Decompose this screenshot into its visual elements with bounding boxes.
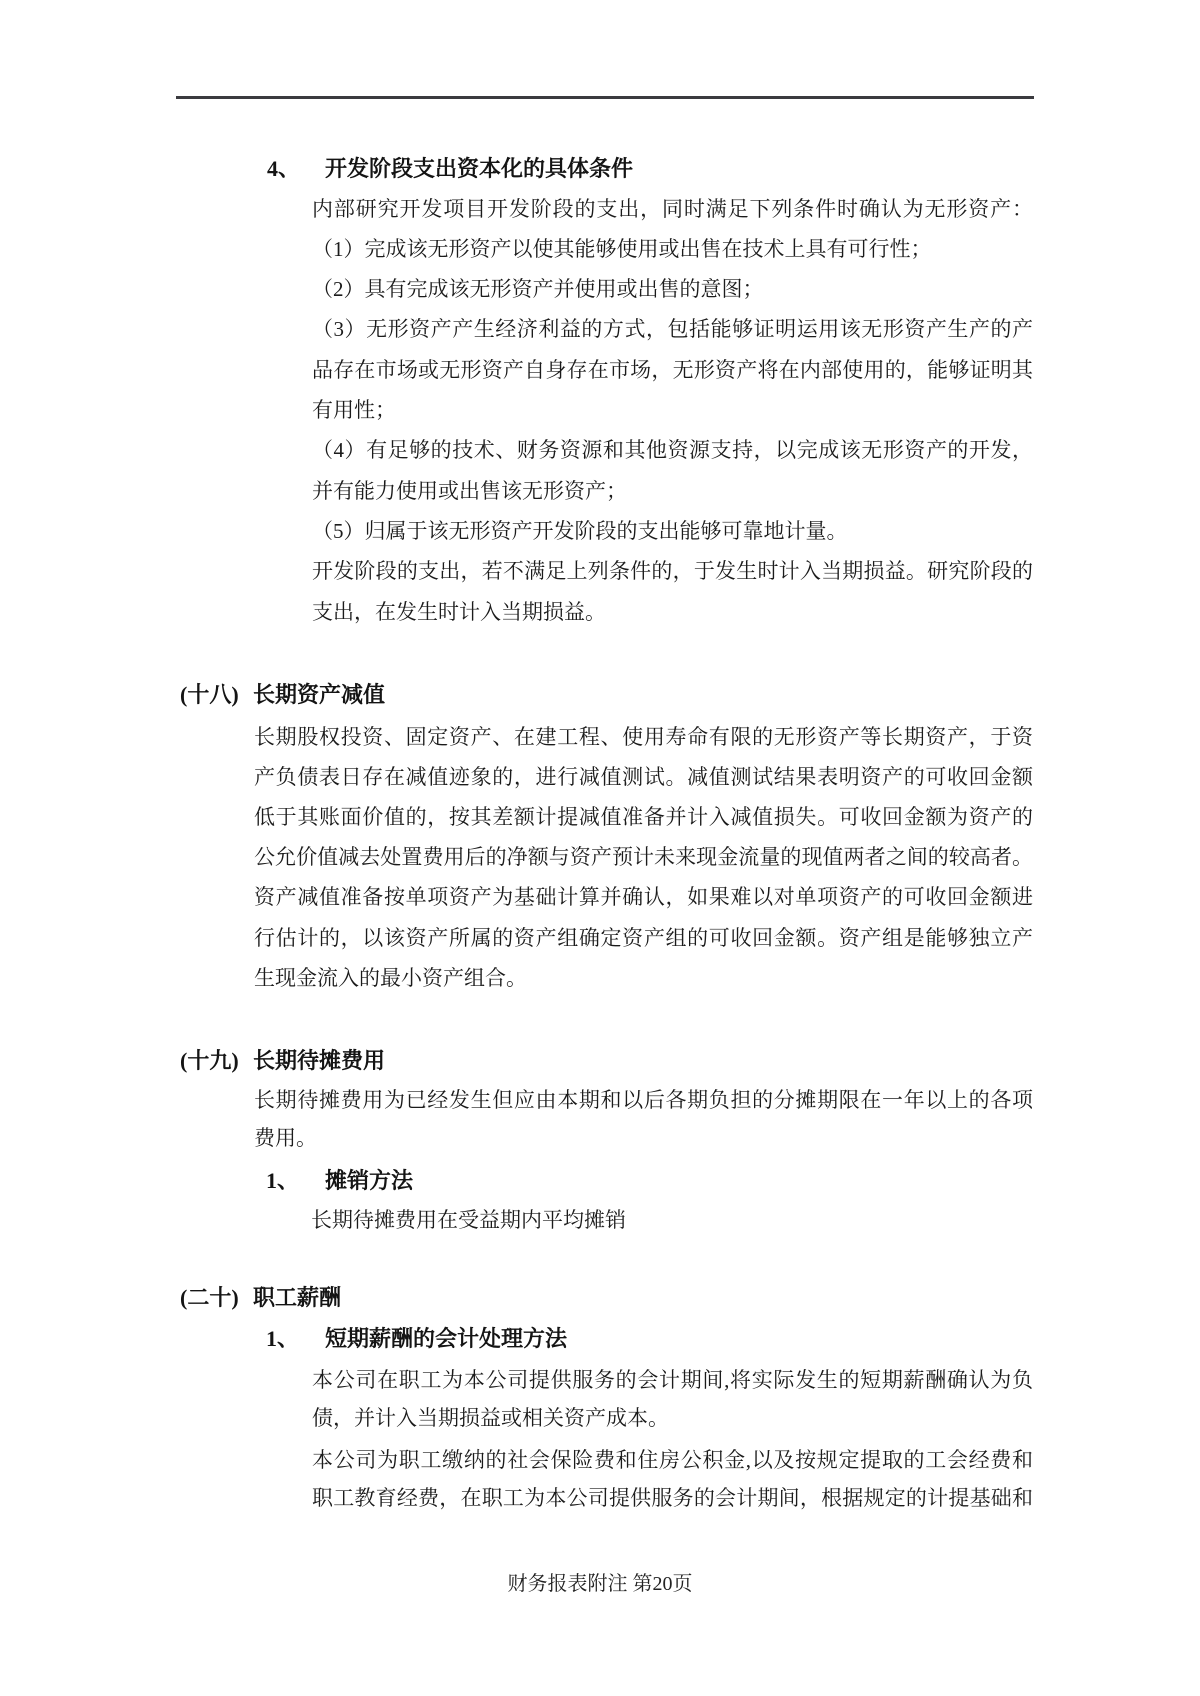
section-heading-19-number: (十九) — [180, 1048, 239, 1073]
document-line: （2）具有完成该无形资产并使用或出售的意图； — [312, 277, 764, 301]
document-line: 长期股权投资、固定资产、在建工程、使用寿命有限的无形资产等长期资产，于资 — [254, 725, 1033, 749]
section-heading-4-title: 开发阶段支出资本化的具体条件 — [325, 156, 634, 181]
document-line: 支出，在发生时计入当期损益。 — [312, 600, 606, 624]
document-line: 本公司为职工缴纳的社会保险费和住房公积金,以及按规定提取的工会经费和 — [312, 1448, 1033, 1472]
section-heading-20-number: (二十) — [180, 1285, 239, 1310]
document-line: 公允价值减去处置费用后的净额与资产预计未来现金流量的现值两者之间的较高者。 — [254, 845, 1033, 869]
subsection-heading-19-1-title: 摊销方法 — [325, 1168, 414, 1193]
document-line: 职工教育经费，在职工为本公司提供服务的会计期间，根据规定的计提基础和 — [312, 1486, 1033, 1510]
subsection-heading-20-1-title: 短期薪酬的会计处理方法 — [325, 1326, 568, 1351]
document-line: 行估计的，以该资产所属的资产组确定资产组的可收回金额。资产组是能够独立产 — [254, 926, 1033, 950]
document-line: 开发阶段的支出，若不满足上列条件的，于发生时计入当期损益。研究阶段的 — [312, 559, 1033, 583]
document-line: （5）归属于该无形资产开发阶段的支出能够可靠地计量。 — [312, 519, 848, 543]
document-line: 费用。 — [254, 1126, 317, 1150]
document-line: （1）完成该无形资产以使其能够使用或出售在技术上具有可行性； — [312, 237, 932, 261]
document-line: 并有能力使用或出售该无形资产； — [312, 479, 627, 503]
document-line: （4）有足够的技术、财务资源和其他资源支持，以完成该无形资产的开发， — [312, 438, 1033, 462]
section-heading-20-title: 职工薪酬 — [253, 1285, 342, 1310]
section-heading-19-title: 长期待摊费用 — [253, 1048, 386, 1073]
document-line: 内部研究开发项目开发阶段的支出，同时满足下列条件时确认为无形资产： — [312, 197, 1033, 221]
document-line: 品存在市场或无形资产自身存在市场，无形资产将在内部使用的，能够证明其 — [312, 358, 1033, 382]
section-heading-4-number: 4、 — [267, 156, 301, 181]
document-line: 债，并计入当期损益或相关资产成本。 — [312, 1406, 669, 1430]
subsection-heading-20-1-number: 1、 — [266, 1326, 300, 1351]
document-line: 产负债表日存在减值迹象的，进行减值测试。减值测试结果表明资产的可收回金额 — [254, 765, 1033, 789]
section-heading-18-title: 长期资产减值 — [253, 682, 386, 707]
document-line: 本公司在职工为本公司提供服务的会计期间,将实际发生的短期薪酬确认为负 — [312, 1368, 1033, 1392]
document-line: 长期待摊费用在受益期内平均摊销 — [311, 1208, 626, 1232]
document-line: 长期待摊费用为已经发生但应由本期和以后各期负担的分摊期限在一年以上的各项 — [254, 1088, 1033, 1112]
section-heading-18-number: (十八) — [180, 682, 239, 707]
document-line: 资产减值准备按单项资产为基础计算并确认，如果难以对单项资产的可收回金额进 — [254, 885, 1033, 909]
page-footer: 财务报表附注 第20页 — [507, 1573, 693, 1595]
document-line: （3）无形资产产生经济利益的方式，包括能够证明运用该无形资产生产的产 — [312, 317, 1033, 341]
subsection-heading-19-1-number: 1、 — [266, 1168, 300, 1193]
header-rule — [176, 96, 1034, 99]
document-line: 低于其账面价值的，按其差额计提减值准备并计入减值损失。可收回金额为资产的 — [254, 805, 1033, 829]
document-line: 生现金流入的最小资产组合。 — [254, 966, 527, 990]
document-line: 有用性； — [312, 398, 396, 422]
